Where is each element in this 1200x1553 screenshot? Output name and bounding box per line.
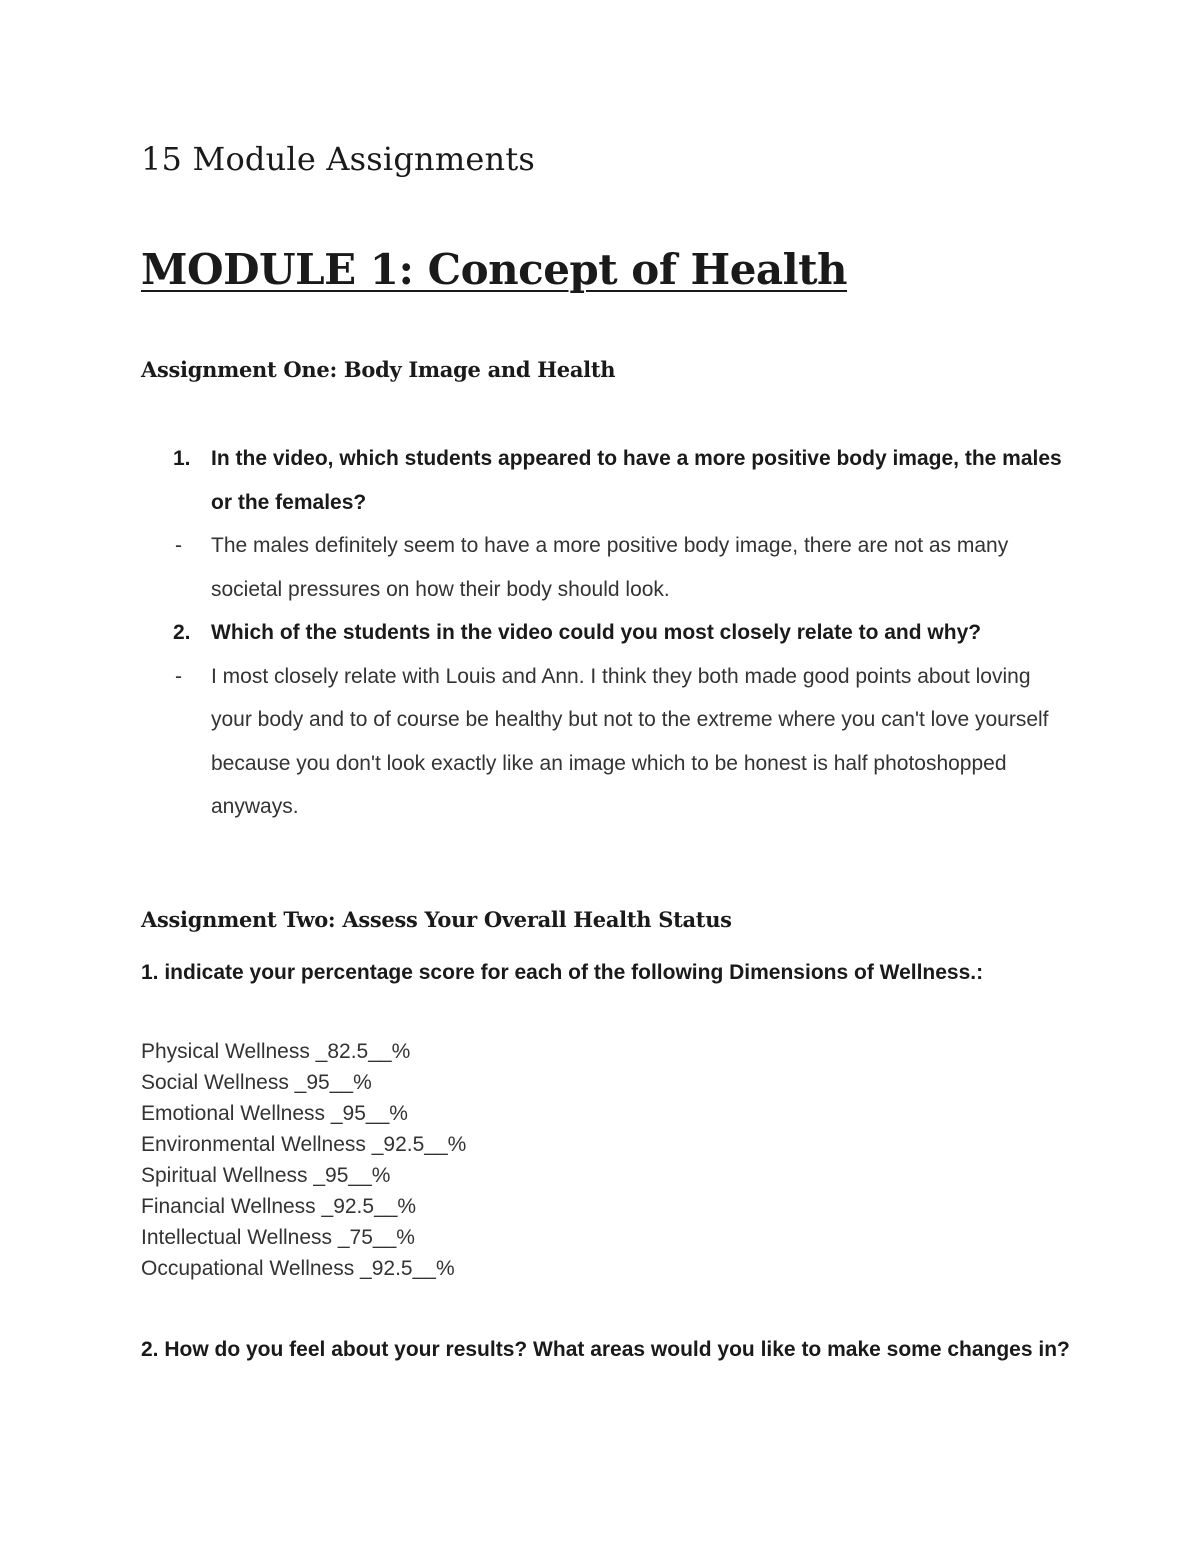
score-occupational-wellness: Occupational Wellness _92.5__%	[141, 1257, 455, 1280]
question-number: 2.	[173, 621, 191, 644]
document-title: 15 Module Assignments	[141, 140, 536, 178]
answer-text: I most closely relate with Louis and Ann. I think they both made good points about loving your body and to of course be healthy but not to the extreme where you can't love yourself because you don't look exactly like an image which to be honest is half photoshopped anyways.	[211, 664, 1049, 818]
answer-text: The males definitely seem to have a more positive body image, there are not as many societal pressures on how their body should look.	[211, 534, 1009, 601]
question-item	[141, 611, 1071, 655]
question-text: Which of the students in the video could you most closely relate to and why?	[211, 621, 982, 644]
assignment-one-heading: Assignment One: Body Image and Health	[141, 357, 616, 382]
score-financial-wellness: Financial Wellness _92.5__%	[141, 1195, 417, 1218]
score-social-wellness: Social Wellness _95__%	[141, 1071, 372, 1094]
question-text: In the video, which students appeared to have a more positive body image, the males or the females?	[211, 447, 1062, 514]
score-emotional-wellness: Emotional Wellness _95__%	[141, 1102, 408, 1125]
answer-item	[141, 655, 1071, 829]
score-intellectual-wellness: Intellectual Wellness _75__%	[141, 1226, 415, 1249]
assignment-two-question-1: 1. indicate your percentage score for each of the following Dimensions of Wellness.:	[141, 961, 984, 984]
answer-dash: -	[175, 534, 182, 557]
answer-item	[141, 524, 1071, 611]
score-physical-wellness: Physical Wellness _82.5__%	[141, 1040, 411, 1063]
question-item	[141, 437, 1071, 524]
assignment-two-heading: Assignment Two: Assess Your Overall Health Status	[141, 907, 732, 932]
assignment-two-question-2: 2. How do you feel about your results? What areas would you like to make some changes in?	[141, 1338, 1070, 1361]
answer-dash: -	[175, 664, 182, 688]
assignment-one-questions	[141, 437, 1071, 829]
module-heading: MODULE 1: Concept of Health	[141, 245, 848, 294]
score-spiritual-wellness: Spiritual Wellness _95__%	[141, 1164, 391, 1187]
wellness-scores-list	[141, 1036, 466, 1284]
question-number: 1.	[173, 447, 191, 470]
score-environmental-wellness: Environmental Wellness _92.5__%	[141, 1133, 467, 1156]
